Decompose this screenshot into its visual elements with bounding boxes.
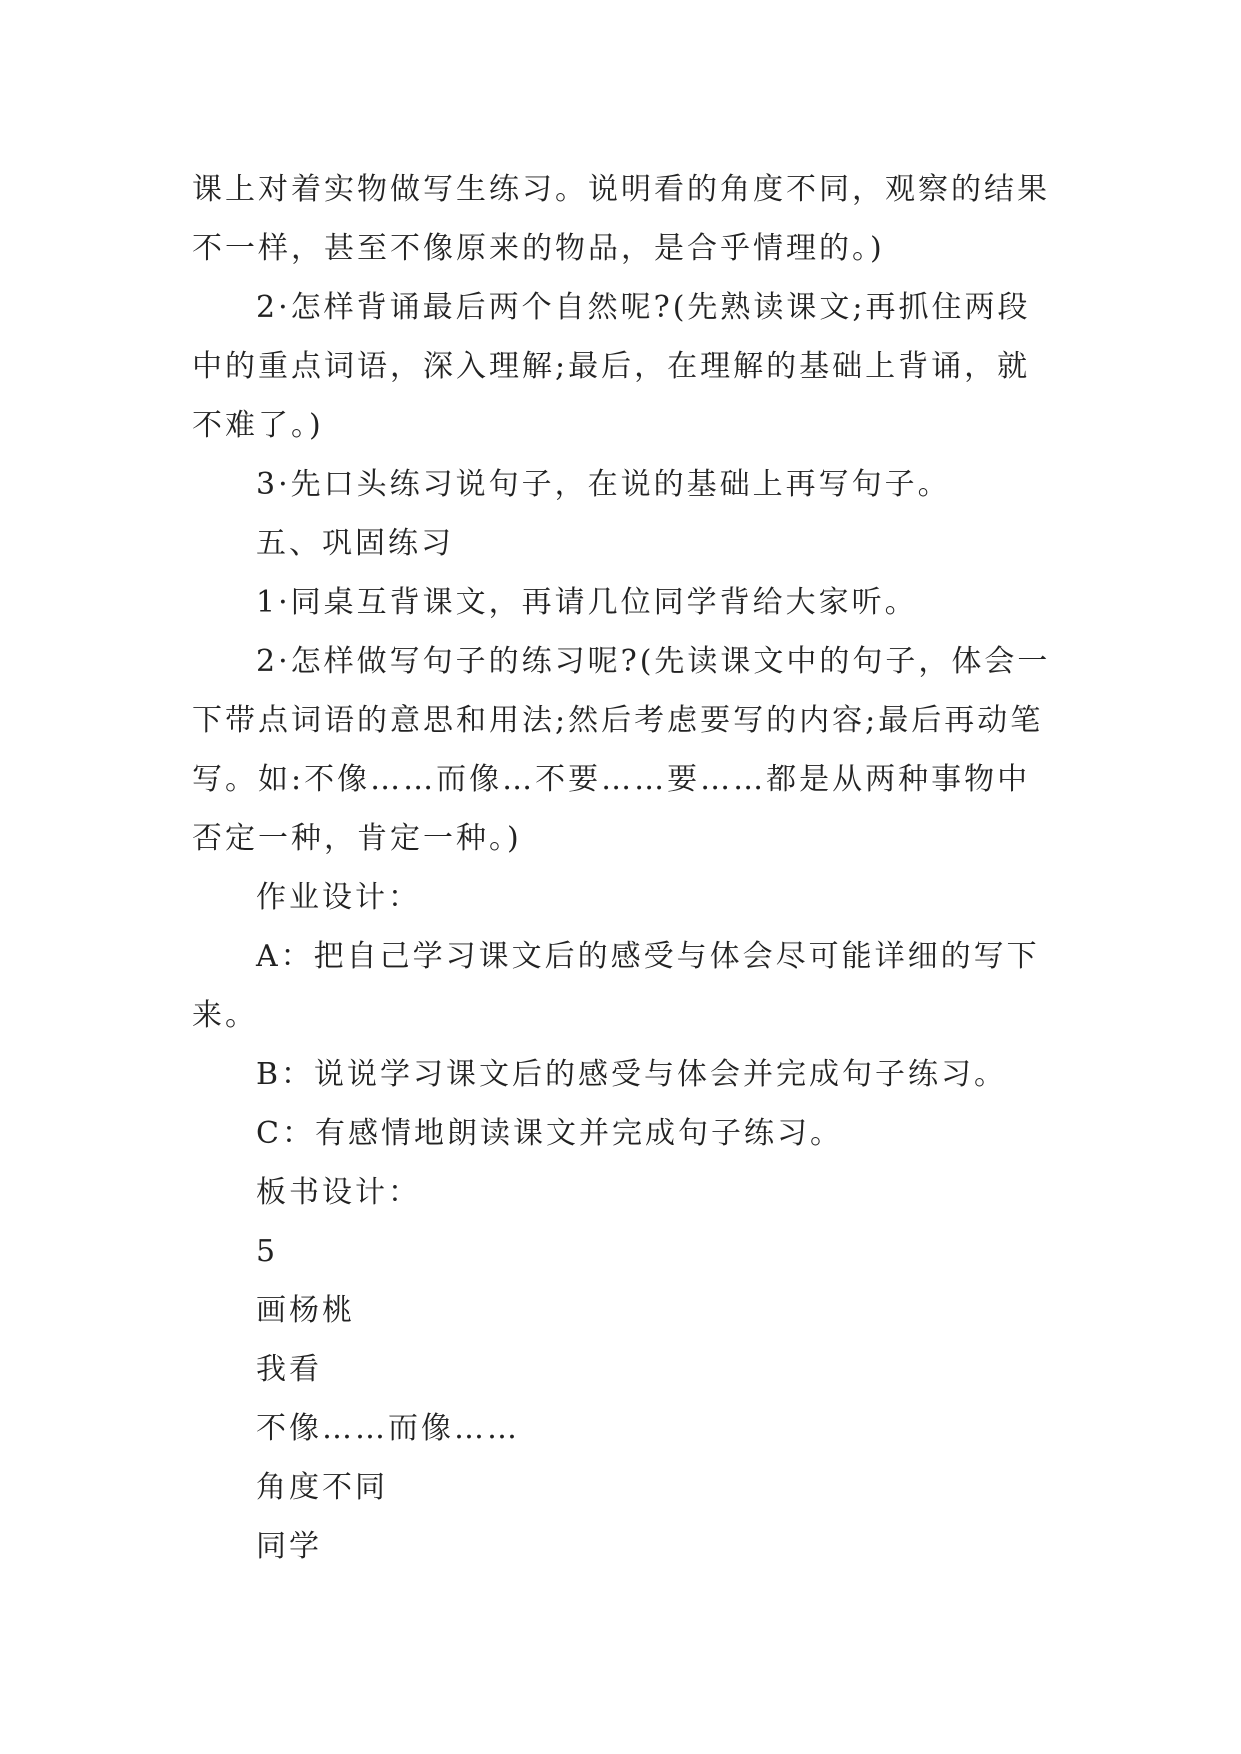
board-line: 同学 — [256, 1529, 322, 1564]
section-heading: 五、巩固练习 — [256, 526, 454, 561]
paragraph: A：把自己学习课文后的感受与体会尽可能详细的写下来。 — [192, 939, 1040, 1033]
board-line: 画杨桃 — [256, 1293, 355, 1328]
paragraph: 3·先口头练习说句子，在说的基础上再写句子。 — [256, 467, 951, 502]
board-line: 5 — [256, 1234, 279, 1269]
paragraph: 课上对着实物做写生练习。说明看的角度不同，观察的结果不一样，甚至不像原来的物品，是合乎情理的。) — [192, 172, 1050, 266]
board-line: 我看 — [256, 1352, 322, 1387]
section-heading: 作业设计： — [256, 880, 421, 915]
paragraph: 2·怎样做写句子的练习呢?(先读课文中的句子，体会一下带点词语的意思和用法;然后考虑要写的内容;最后再动笔写。如:不像……而像…不要……要……都是从两种事物中否定一种，肯定一种。) — [192, 644, 1051, 856]
board-line: 不像……而像…… — [256, 1411, 520, 1446]
paragraph: 1·同桌互背课文，再请几位同学背给大家听。 — [256, 585, 918, 620]
document-body — [192, 160, 1052, 1576]
paragraph: C：有感情地朗读课文并完成句子练习。 — [256, 1116, 843, 1151]
board-line: 角度不同 — [256, 1470, 388, 1505]
paragraph: 2·怎样背诵最后两个自然呢?(先熟读课文;再抓住两段中的重点词语，深入理解;最后，在理解的基础上背诵，就不难了。) — [192, 290, 1031, 443]
paragraph: B：说说学习课文后的感受与体会并完成句子练习。 — [256, 1057, 1008, 1092]
section-heading: 板书设计： — [256, 1175, 421, 1210]
